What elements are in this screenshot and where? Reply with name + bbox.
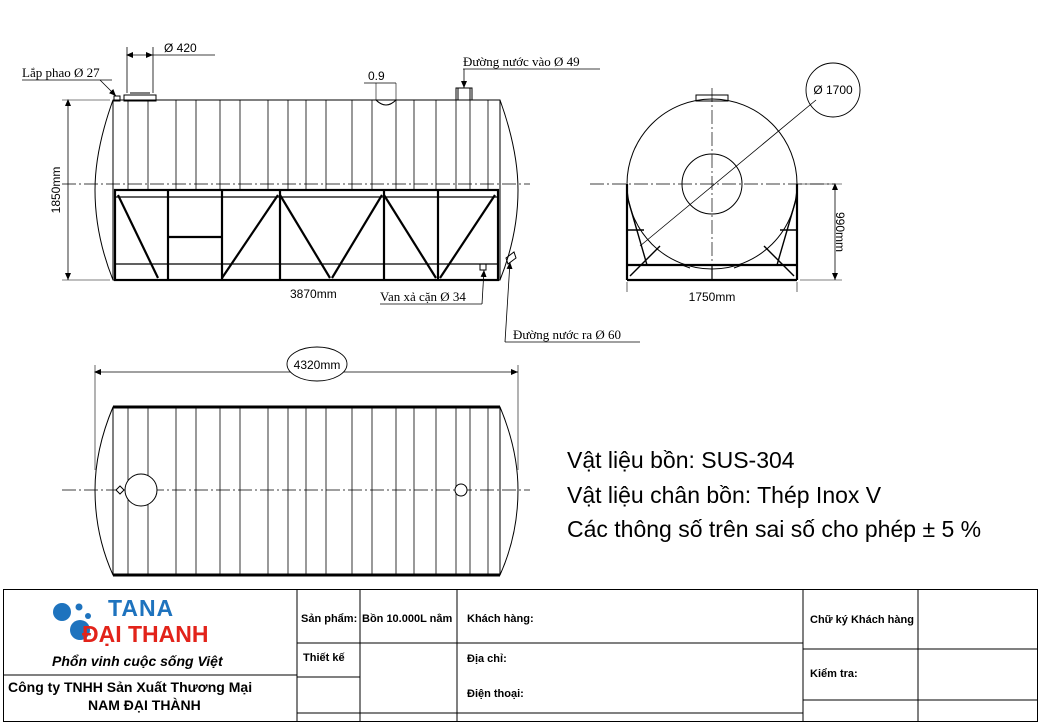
- top-view: [62, 347, 530, 575]
- top-tank-outline: [95, 407, 518, 575]
- product-label: Sản phẩm:: [301, 613, 358, 625]
- top-ribs: [128, 407, 488, 575]
- side-vent: [376, 100, 396, 105]
- label-total-length: 4320mm: [293, 358, 341, 372]
- note-stand-material: Vật liệu chân bồn: Thép Inox V: [567, 481, 882, 508]
- label-stand-height: 990mm: [833, 211, 847, 253]
- customer-signature-label: Chữ ký Khách hàng: [810, 614, 914, 626]
- brand-name-top: TANA: [108, 595, 175, 621]
- top-inlet-circle: [455, 484, 467, 496]
- product-value: Bồn 10.000L nằm: [362, 613, 453, 625]
- label-tank-diameter: Ø 1700: [813, 83, 853, 97]
- material-notes: [567, 443, 981, 547]
- note-tank-material: Vật liệu bồn: SUS-304: [567, 447, 795, 473]
- diameter-line: [640, 100, 816, 246]
- side-ribs: [128, 100, 488, 190]
- label-manhole-dia: Ø 420: [164, 41, 197, 55]
- label-stand-width: 1750mm: [688, 290, 736, 304]
- label-water-in: Đường nước vào Ø 49: [463, 54, 580, 69]
- brand-slogan: Phổn vinh cuộc sống Việt: [52, 653, 223, 669]
- company-name-line1: Công ty TNHH Sản Xuất Thương Mại: [8, 679, 253, 695]
- design-label: Thiết kế: [303, 652, 345, 664]
- label-drain-valve: Van xả cặn Ø 34: [380, 289, 466, 304]
- company-name-line2: NAM ĐẠI THÀNH: [88, 697, 201, 713]
- end-view: [590, 63, 860, 292]
- side-drain-valve: [480, 264, 486, 270]
- label-vent-dim: 0.9: [368, 69, 385, 83]
- note-tolerance: Các thông số trên sai số cho phép ± 5 %: [567, 516, 982, 542]
- check-label: Kiểm tra:: [810, 668, 858, 680]
- title-block: [0, 589, 1042, 722]
- top-manhole-circle: [125, 474, 157, 506]
- label-float-valve: Lắp phao Ø 27: [22, 65, 100, 80]
- label-length-body: 3870mm: [290, 287, 337, 301]
- label-water-out: Đường nước ra Ø 60: [513, 327, 621, 342]
- customer-label: Khách hàng:: [467, 613, 534, 625]
- address-label: Địa chỉ:: [467, 653, 507, 665]
- label-height: 1850mm: [49, 166, 63, 214]
- side-stand-frame: [115, 190, 498, 280]
- phone-label: Điện thoại:: [467, 688, 524, 700]
- brand-name-bottom: ĐẠI THANH: [82, 621, 209, 647]
